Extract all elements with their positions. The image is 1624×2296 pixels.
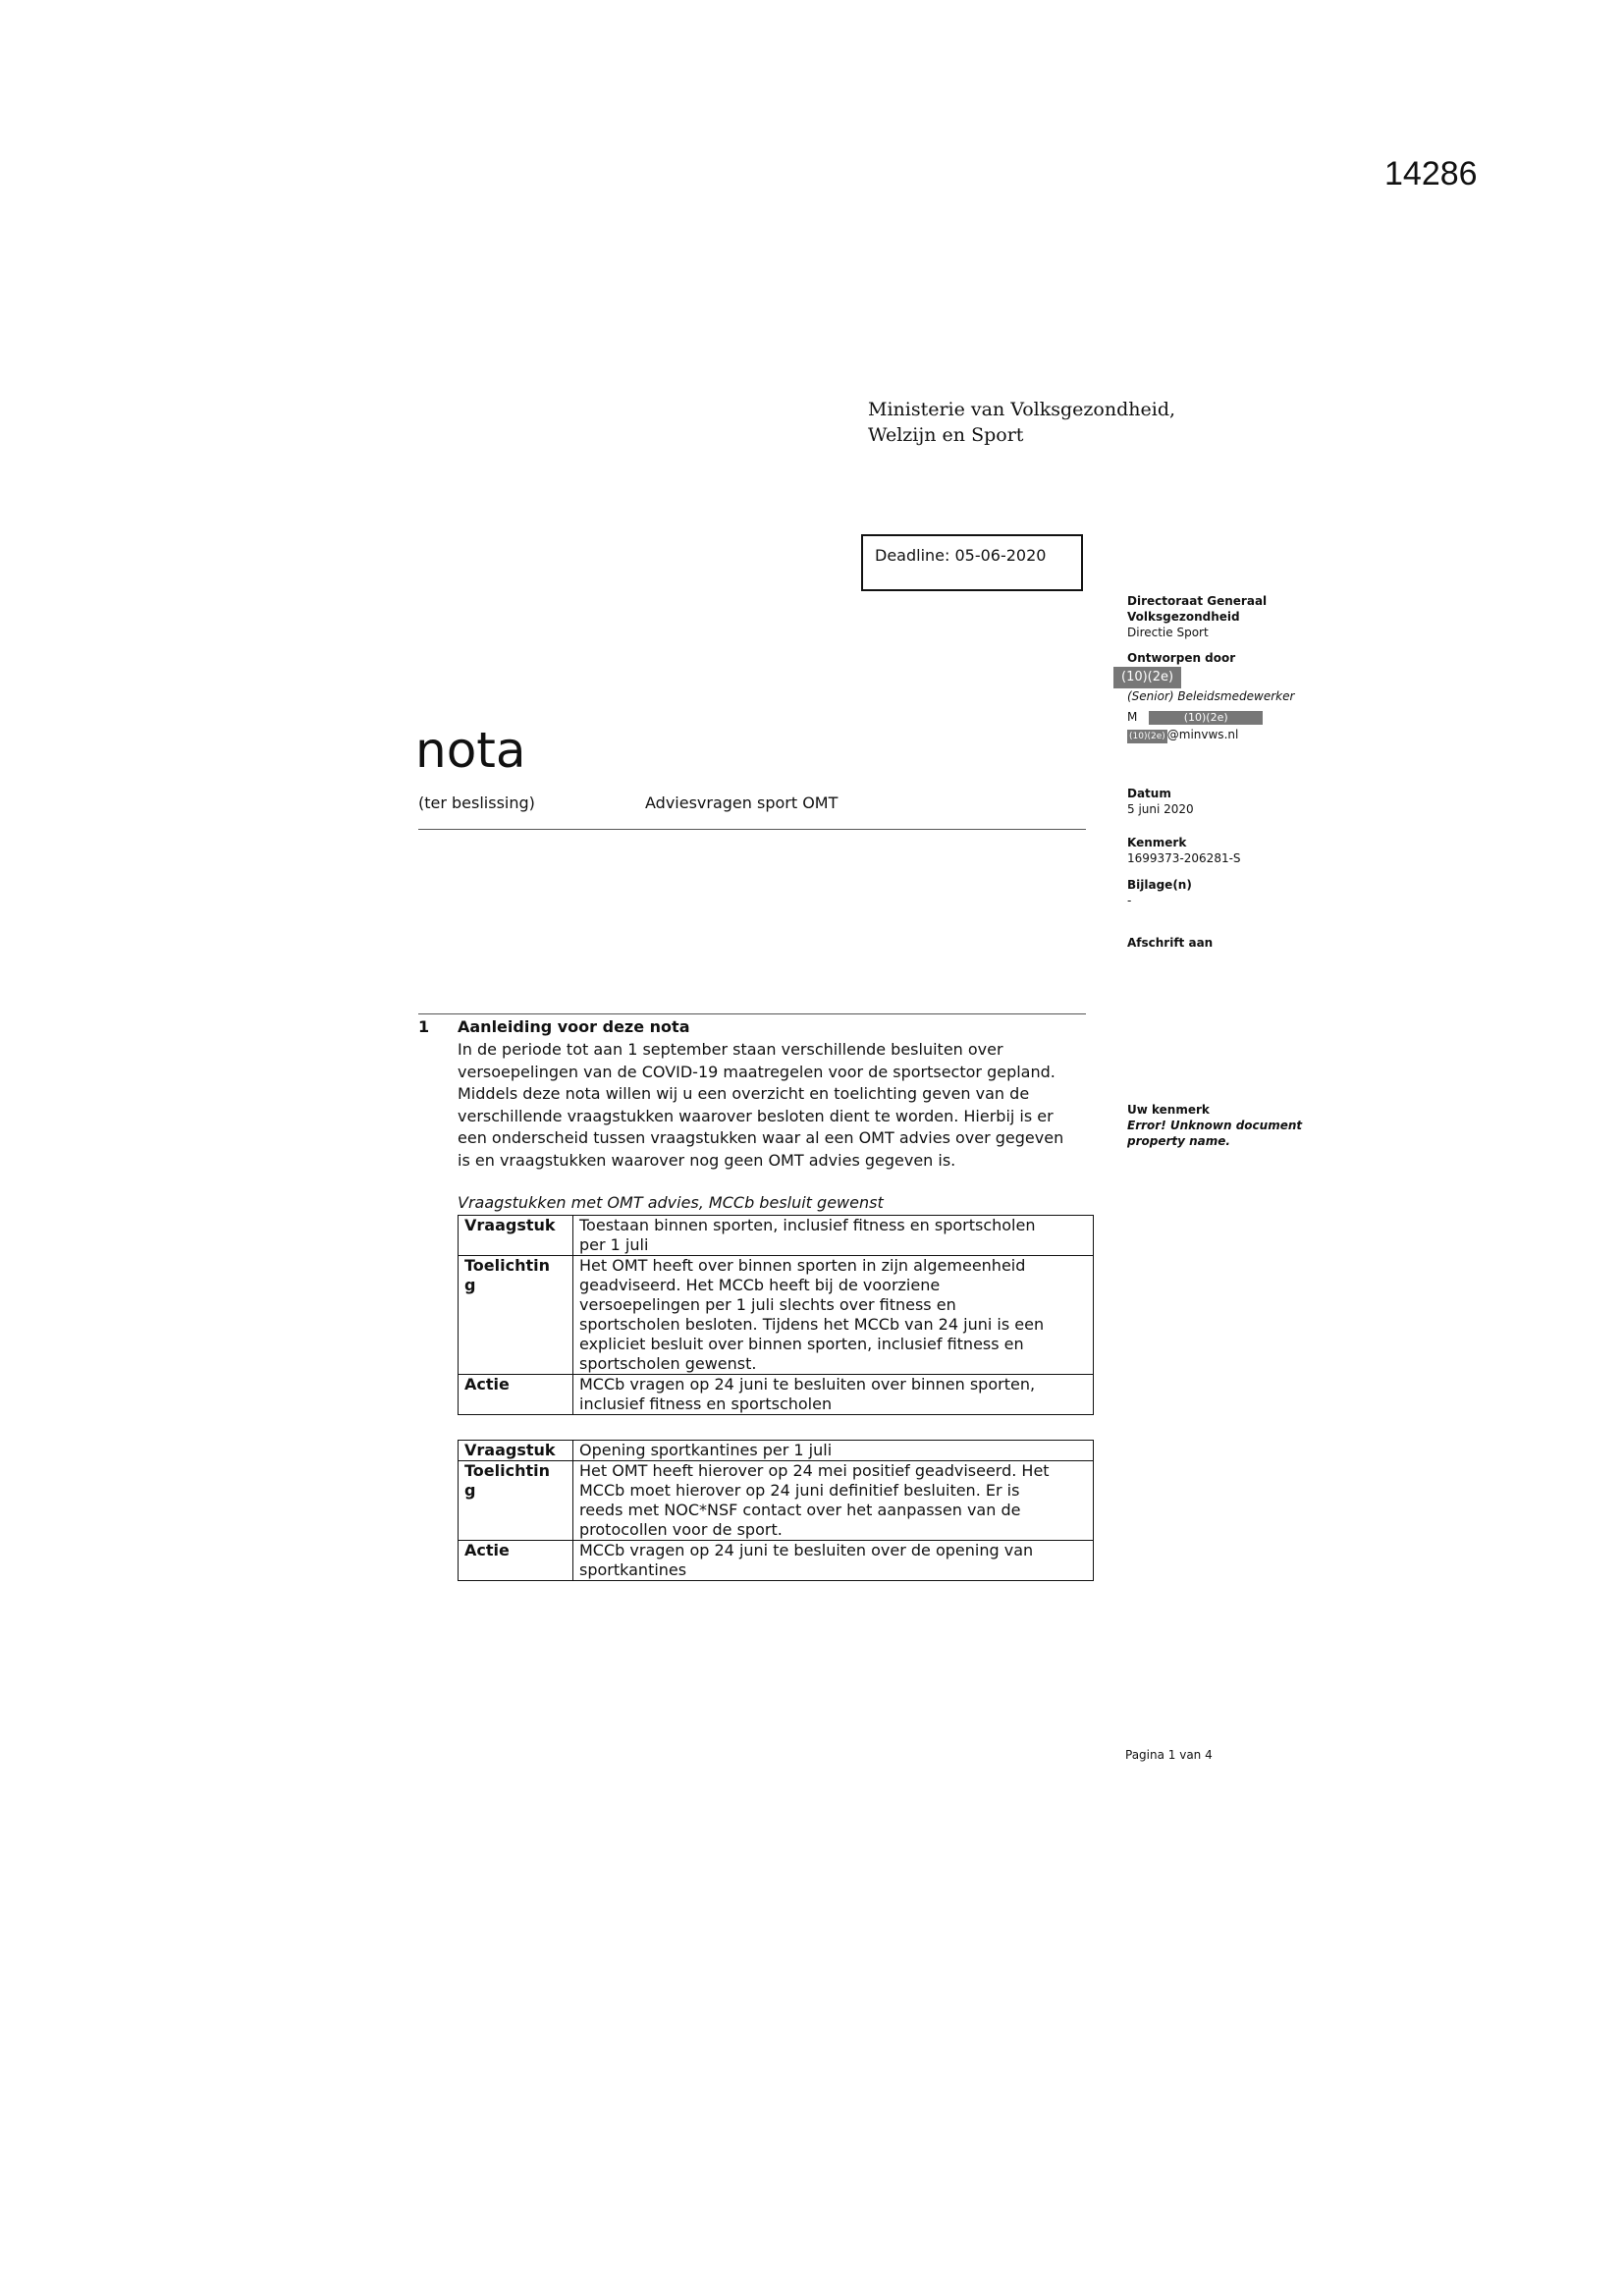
section-title: Aanleiding voor deze nota <box>458 1017 690 1036</box>
sidebar-kenmerk <box>1127 835 1241 866</box>
deadline-text: Deadline: 05-06-2020 <box>875 546 1047 565</box>
question-table-2 <box>458 1440 1094 1581</box>
table-row <box>459 1461 1094 1541</box>
uw-kenmerk-value-2: property name. <box>1127 1134 1230 1148</box>
nota-subject: Adviesvragen sport OMT <box>645 793 839 812</box>
row-content: Het OMT heeft over binnen sporten in zijn algemeenheid geadviseerd. Het MCCb heeft bij de voorziene versoepelingen per 1 juli slechts over fitness en sportscholen besloten. Tijdens het MCCb van 24 juni is een expliciet besluit over binnen sporten, inclusief fitness en sportscholen gewenst. <box>573 1256 1094 1375</box>
table-row <box>459 1216 1094 1256</box>
role-text: (Senior) Beleidsmedewerker <box>1127 689 1295 703</box>
kenmerk-value: 1699373-206281-S <box>1127 851 1241 865</box>
row-content: MCCb vragen op 24 juni te besluiten over de opening van sportkantines <box>573 1541 1094 1581</box>
datum-value: 5 juni 2020 <box>1127 802 1194 816</box>
divider-section <box>418 1013 1086 1014</box>
row-label: Actie <box>459 1541 573 1581</box>
table-row <box>459 1541 1094 1581</box>
row-content: Toestaan binnen sporten, inclusief fitness en sportscholen per 1 juli <box>573 1216 1094 1256</box>
email-redaction: (10)(2e) <box>1129 732 1165 741</box>
divider-top <box>418 829 1086 830</box>
m-label: M <box>1127 710 1138 724</box>
dg-line-1: Directoraat Generaal <box>1127 594 1268 608</box>
ontworpen-label: Ontworpen door <box>1127 651 1236 665</box>
section-number: 1 <box>418 1017 430 1036</box>
intro-line: Middels deze nota willen wij u een overzicht en toelichting geven van de <box>458 1084 1030 1103</box>
sidebar-afschrift <box>1127 935 1213 951</box>
bijlage-label: Bijlage(n) <box>1127 878 1192 892</box>
section-intro <box>458 1039 1106 1172</box>
intro-line: In de periode tot aan 1 september staan verschillende besluiten over <box>458 1040 1003 1059</box>
datum-label: Datum <box>1127 787 1171 800</box>
directie: Directie Sport <box>1127 626 1209 639</box>
kenmerk-label: Kenmerk <box>1127 836 1187 849</box>
ministry-name <box>868 397 1175 448</box>
uw-kenmerk-label: Uw kenmerk <box>1127 1103 1210 1117</box>
ontworpen-redaction: (10)(2e) <box>1113 667 1181 688</box>
sidebar-bijlage <box>1127 877 1192 908</box>
table-row <box>459 1441 1094 1461</box>
row-content: Het OMT heeft hierover op 24 mei positief geadviseerd. Het MCCb moet hierover op 24 juni definitief besluiten. Er is reeds met NOC*NSF contact over het aanpassen van de protocollen voor de sport. <box>573 1461 1094 1541</box>
row-content: MCCb vragen op 24 juni te besluiten over binnen sporten, inclusief fitness en sportscholen <box>573 1375 1094 1415</box>
intro-line: verschillende vraagstukken waarover besloten dient te worden. Hierbij is er <box>458 1106 1054 1125</box>
row-label: Actie <box>459 1375 573 1415</box>
tables-heading: Vraagstukken met OMT advies, MCCb besluit gewenst <box>458 1193 884 1212</box>
row-label: Vraagstuk <box>459 1216 573 1256</box>
uw-kenmerk-value-1: Error! Unknown document <box>1127 1119 1303 1132</box>
question-table-1 <box>458 1215 1094 1415</box>
dg-line-2: Volksgezondheid <box>1127 610 1240 624</box>
row-content: Opening sportkantines per 1 juli <box>573 1441 1094 1461</box>
row-label: Toelichtin g <box>459 1256 573 1375</box>
m-redaction: (10)(2e) <box>1149 711 1263 725</box>
row-label: Vraagstuk <box>459 1441 573 1461</box>
email-domain: @minvws.nl <box>1166 728 1239 741</box>
intro-line: versoepelingen van de COVID-19 maatregelen voor de sportsector gepland. <box>458 1062 1056 1081</box>
sidebar-directoraat <box>1127 593 1267 640</box>
sidebar-datum <box>1127 786 1194 817</box>
sidebar-ontworpen <box>1121 650 1295 743</box>
table-row <box>459 1375 1094 1415</box>
ministry-line-2: Welzijn en Sport <box>868 424 1024 446</box>
row-label: Toelichtin g <box>459 1461 573 1541</box>
bijlage-value: - <box>1127 894 1132 907</box>
nota-title: nota <box>415 722 526 779</box>
sidebar-uw-kenmerk <box>1127 1102 1302 1149</box>
intro-line: een onderscheid tussen vraagstukken waar al een OMT advies over gegeven <box>458 1128 1064 1147</box>
intro-line: is en vraagstukken waarover nog geen OMT advies gegeven is. <box>458 1150 956 1170</box>
deadline-box <box>861 534 1083 591</box>
nota-subtitle: (ter beslissing) <box>418 793 535 812</box>
document-number: 14286 <box>1384 155 1478 192</box>
ministry-line-1: Ministerie van Volksgezondheid, <box>868 399 1176 420</box>
table-row <box>459 1256 1094 1375</box>
page-number: Pagina 1 van 4 <box>1125 1748 1213 1762</box>
afschrift-label: Afschrift aan <box>1127 936 1214 950</box>
